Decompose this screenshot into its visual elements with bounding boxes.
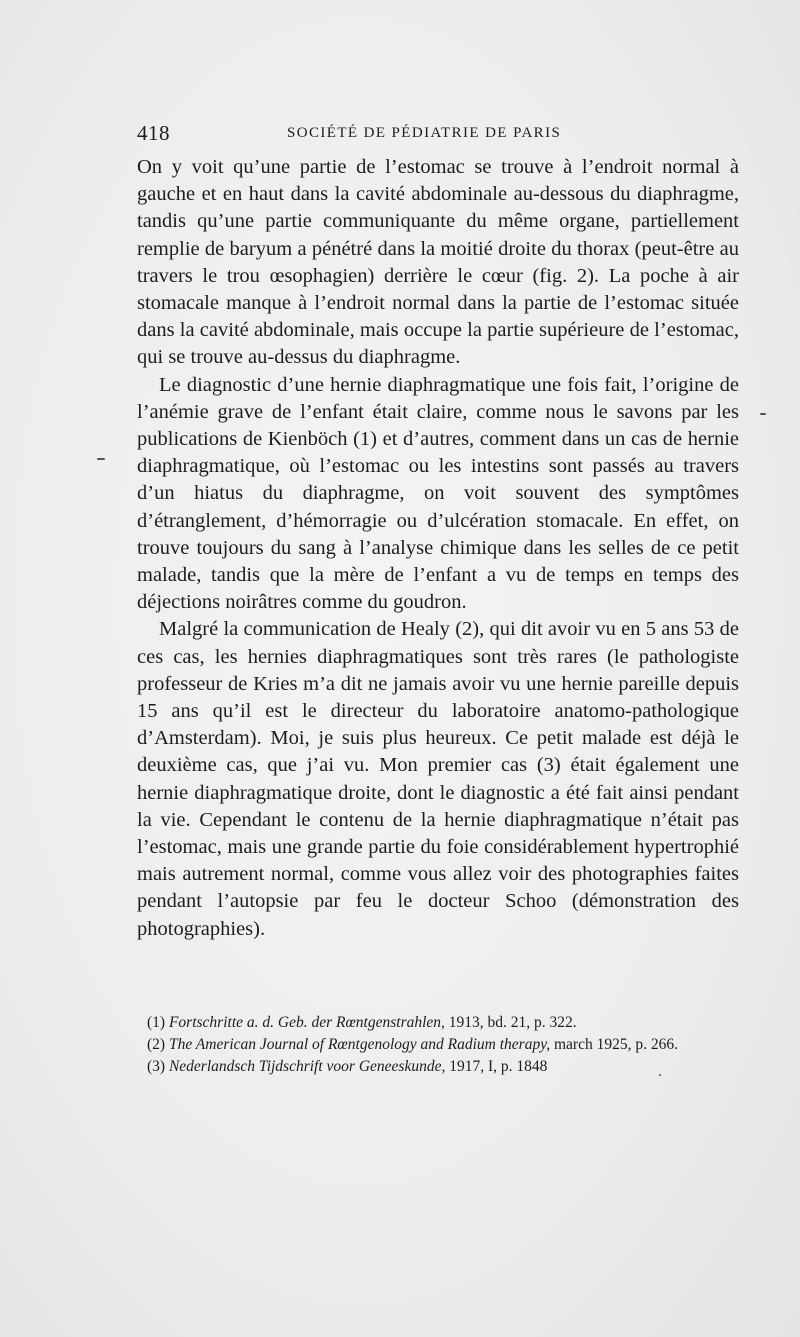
footnote-number: (3) <box>147 1058 166 1075</box>
paragraph: Le diagnostic d’une hernie diaphragmatique une fois fait, l’origine de l’anémie grave de l’enfant était claire, comme nous le savons par les publications de Kienböch (1) et d’autres, comment dans un cas de hernie diaphragmatique, où l’estomac ou les intestins sont passés au travers d’un hiatus du diaphragme, on voit souvent des symptômes d’étranglement, d’hémorragie ou d’ulcération stomacale. En effet, on trouve toujours du sang à l’analyse chimique dans les selles de ce petit malade, tandis que la mère de l’enfant a vu de temps en temps des déjections noirâtres comme du goudron. <box>137 373 739 614</box>
footnote-details: 1913, bd. 21, p. 322. <box>448 1014 577 1031</box>
paragraph: On y voit qu’une partie de l’estomac se trouve à l’endroit normal à gauche et en haut dans la cavité abdominale au-dessous du diaphragme, tandis qu’une partie communiquante du même organe, partiellement remplie de baryum a pénétré dans la moitié droite du thorax (peut-être au travers le trou œsophagien) derrière le cœur (fig. 2). La poche à air stomacale manque à l’endroit normal dans la partie de l’estomac située dans la cavité abdominale, mais occupe la partie supérieure de l’estomac, qui se trouve au-dessus du diaphragme. <box>137 156 739 369</box>
footnote-source: The American Journal of Rœntgenology and Radium therapy, <box>168 1036 551 1053</box>
footnote-number: (2) <box>147 1036 166 1053</box>
footnote-source: Nederlandsch Tijdschrift voor Geneeskunde, <box>168 1058 446 1075</box>
running-title: SOCIÉTÉ DE PÉDIATRIE DE PARIS <box>287 125 562 141</box>
footnote <box>137 1012 739 1034</box>
margin-speck <box>760 413 766 415</box>
body-text <box>137 154 739 943</box>
paragraph: Malgré la communication de Healy (2), qui dit avoir vu en 5 ans 53 de ces cas, les hernies diaphragmatiques sont très rares (le pathologiste professeur de Kries m’a dit ne jamais avoir vu une hernie pareille depuis 15 ans qu’il est le directeur du laboratoire anatomo-pathologique d’Amsterdam). Moi, je suis plus heureux. Ce petit malade est déjà le deuxième cas, que j’ai vu. Mon premier cas (3) était également une hernie diaphragmatique droite, dont le diagnostic a été fait ainsi pendant la vie. Cependant le contenu de la hernie diaphragmatique n’était pas l’estomac, mais une grande partie du foie considérablement hypertrophié mais autrement normal, comme vous allez voir des photographies faites pendant l’autopsie par feu le docteur Schoo (démonstration des photographies). <box>137 618 739 940</box>
footnote <box>137 1034 739 1056</box>
footnotes <box>137 1012 739 1078</box>
footnote-number: (1) <box>147 1014 166 1031</box>
footnote-details: 1917, I, p. 1848 <box>449 1058 548 1075</box>
footnote-source: Fortschritte a. d. Geb. der Rœntgenstrahlen, <box>168 1014 445 1031</box>
page-number: 418 <box>137 121 170 145</box>
margin-speck <box>97 458 105 460</box>
footnote-details: march 1925, p. 266. <box>553 1036 678 1053</box>
footnote <box>137 1056 739 1078</box>
page-header <box>137 121 739 151</box>
margin-speck <box>659 1074 661 1076</box>
